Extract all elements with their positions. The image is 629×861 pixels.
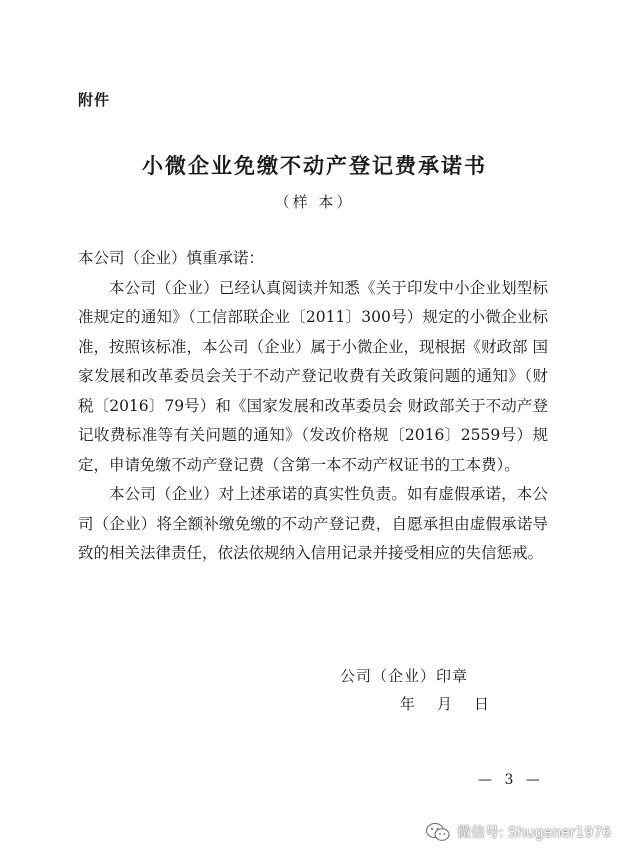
date-line xyxy=(400,693,511,714)
document-body xyxy=(78,244,548,569)
watermark xyxy=(425,820,611,844)
page-number: — 3 — xyxy=(478,772,544,788)
date-year: 年 xyxy=(400,695,416,713)
date-month: 月 xyxy=(437,695,453,713)
salutation: 本公司（企业）慎重承诺： xyxy=(78,249,265,267)
document-title: 小微企业免缴不动产登记费承诺书 xyxy=(142,153,487,178)
seal-label: 公司（企业）印章 xyxy=(340,667,469,685)
attachment-label: 附件 xyxy=(78,91,111,109)
paragraph-2: 本公司（企业）对上述承诺的真实性负责。如有虚假承诺，本公司（企业）将全额补缴免缴的不动产登记费，自愿承担由虚假承诺导致的相关法律责任，依法依规纳入信用记录并接受相应的失信惩戒。 xyxy=(78,485,548,562)
watermark-text: 微信号: Shugener1976 xyxy=(457,825,612,841)
wechat-icon xyxy=(425,822,451,842)
paragraph-1: 本公司（企业）已经认真阅读并知悉《关于印发中小企业划型标准规定的通知》（工信部联企业〔2011〕300号）规定的小微企业标准，按照该标准，本公司（企业）属于小微企业，现根据《财政部 国家发展和改革委员会关于不动产登记收费有关政策问题的通知》（财税〔2016〕79号）和《国家发展和改革委员会 财政部关于不动产登记收费标准等有关问题的通知》（发改价格规〔2016〕2559号）规定，申请免缴不动产登记费（含第一本不动产权证书的工本费）。 xyxy=(78,278,548,474)
document-subtitle: （样 本） xyxy=(274,193,355,211)
date-day: 日 xyxy=(474,695,490,713)
